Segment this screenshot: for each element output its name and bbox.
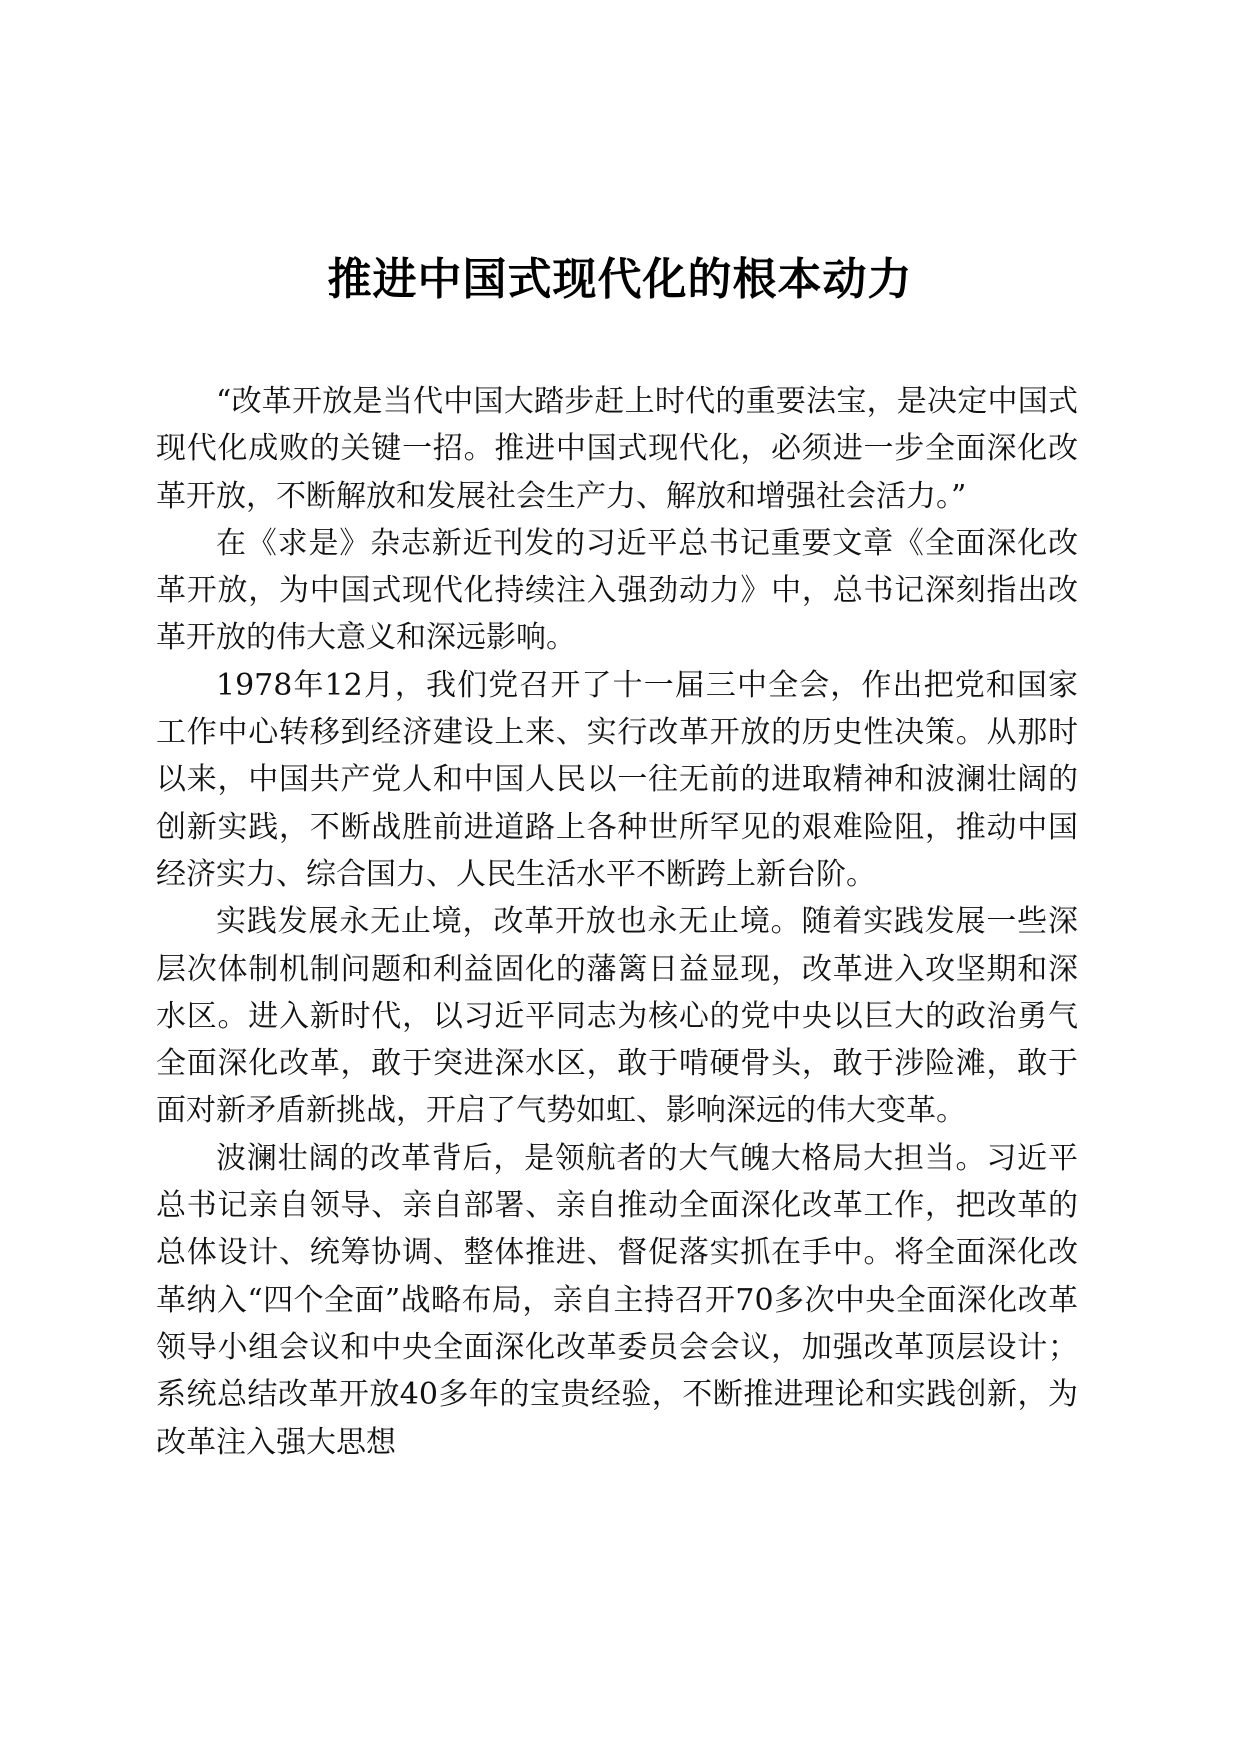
paragraph-leadership: 波澜壮阔的改革背后，是领航者的大气魄大格局大担当。习近平总书记亲自领导、亲自部署、亲自推动全面深化改革工作，把改革的总体设计、统筹协调、整体推进、督促落实抓在手中。将全面深化改革纳入“四个全面”战略布局，亲自主持召开70多次中央全面深化改革领导小组会议和中央全面深化改革委员会会议，加强改革顶层设计；系统总结改革开放40多年的宝贵经验，不断推进理论和实践创新，为改革注入强大思想 (156, 1140, 1078, 1460)
paragraph-1978-plenum: 1978年12月，我们党召开了十一届三中全会，作出把党和国家工作中心转移到经济建设上来、实行改革开放的历史性决策。从那时以来，中国共产党人和中国人民以一往无前的进取精神和波澜壮阔的创新实践，不断战胜前进道路上各种世所罕见的艰难险阻，推动中国经济实力、综合国力、人民生活水平不断跨上新台阶。 (156, 667, 1078, 892)
paragraph-quote: “改革开放是当代中国大踏步赶上时代的重要法宝，是决定中国式现代化成败的关键一招。推进中国式现代化，必须进一步全面深化改革开放，不断解放和发展社会生产力、解放和增强社会活力。” (156, 384, 1078, 514)
paragraph-qiushi-article: 在《求是》杂志新近刊发的习近平总书记重要文章《全面深化改革开放，为中国式现代化持续注入强劲动力》中，总书记深刻指出改革开放的伟大意义和深远影响。 (156, 525, 1078, 656)
paragraph-deepening-reform: 实践发展永无止境，改革开放也永无止境。随着实践发展一些深层次体制机制问题和利益固化的藩篱日益显现，改革进入攻坚期和深水区。进入新时代，以习近平同志为核心的党中央以巨大的政治勇气全面深化改革，敢于突进深水区，敢于啃硬骨头，敢于涉险滩，敢于面对新矛盾新挑战，开启了气势如虹、影响深远的伟大变革。 (156, 904, 1078, 1129)
document-title: 推进中国式现代化的根本动力 (327, 254, 913, 305)
document-body (156, 378, 1078, 1466)
